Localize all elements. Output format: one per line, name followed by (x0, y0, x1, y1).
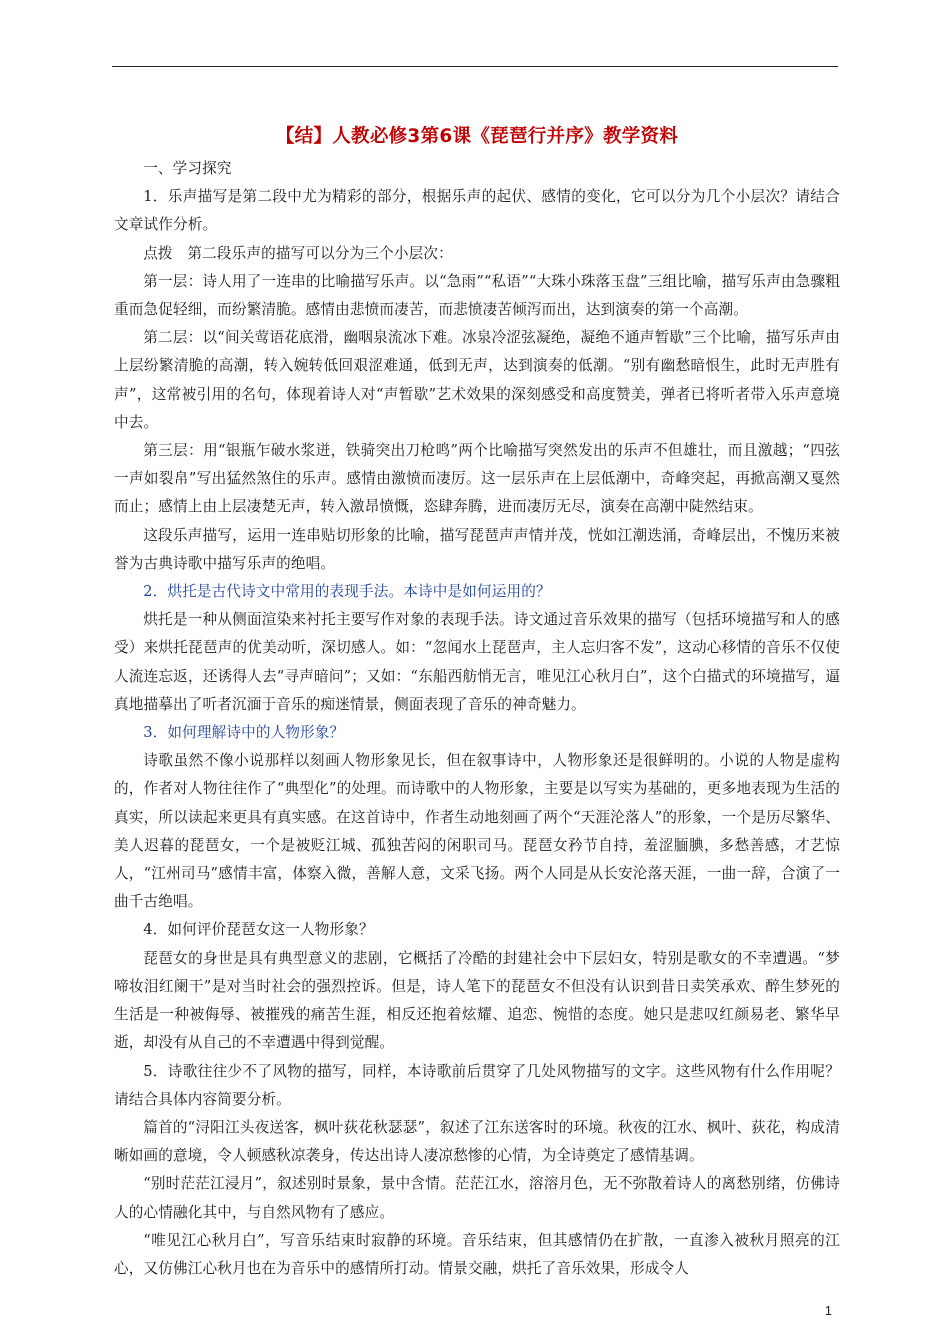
paragraph-q4: 4．如何评价琵琶女这一人物形象？ (143, 921, 374, 939)
document-title: 【结】人教必修3第6课《琵琶行并序》教学资料 (275, 126, 679, 147)
paragraph-list (114, 155, 840, 1283)
document-body (114, 122, 840, 1283)
paragraph-q3: 3．如何理解诗中的人物形象？ (143, 724, 345, 742)
paragraph-q1-layer3: 第三层：用“银瓶乍破水浆迸，铁骑突出刀枪鸣”两个比喻描写突然发出的乐声不但雄壮，而且激越；“四弦一声如裂帛”写出猛然煞住的乐声。感情由激愤而凄厉。这一层乐声在上层低潮中，奇峰突起，再掀高潮又戛然而止；感情上由上层凄楚无声，转入激昂愤慨，恣肆奔腾，进而凄厉无尽，演奏在高潮中陡然结束。 (114, 442, 840, 516)
paragraph-q5-answer-2: “别时茫茫江浸月”，叙述别时景象，景中含情。茫茫江水，溶溶月色，无不弥散着诗人的离愁别绪，仿佛诗人的心情融化其中，与自然风物有了感应。 (114, 1175, 840, 1221)
paragraph-q5-answer-3: “唯见江心秋月白”，写音乐结束时寂静的环境。音乐结束，但其感情仍在扩散，一直渗入被秋月照亮的江心，又仿佛江心秋月也在为音乐中的感情所打动。情景交融，烘托了音乐效果，形成令人 (114, 1231, 840, 1277)
paragraph-q1-layer1: 第一层：诗人用了一连串的比喻描写乐声。以“急雨”“私语”“大珠小珠落玉盘”三组比喻，描写乐声由急骤粗重而急促轻细，而纷繁清脆。感情由悲愤而凄苦，而悲愤凄苦倾泻而出，达到演奏的第一个高潮。 (114, 272, 840, 319)
page-number: 1 (824, 1303, 832, 1318)
paragraph-q2: 2．烘托是古代诗文中常用的表现手法。本诗中是如何运用的？ (143, 583, 551, 601)
paragraph-q3-answer: 诗歌虽然不像小说那样以刻画人物形象见长，但在叙事诗中，人物形象还是很鲜明的。小说的人物是虚构的，作者对人物往往作了“典型化”的处理。而诗歌中的人物形象，主要是以写实为基础的，更多地表现为生活的真实，所以读起来更具有真实感。在这首诗中，作者生动地刻画了两个“天涯沦落人”的形象，一个是历尽繁华、美人迟暮的琵琶女，一个是被贬江城、孤独苦闷的闲职司马。琵琶女矜节自持，羞涩腼腆，多愁善感，才艺惊人，“江州司马”感情丰富，体察入微，善解人意，文采飞扬。两个人同是从长安沦落天涯，一曲一辞，合演了一曲千古绝唱。 (114, 752, 840, 911)
paragraph-q1-layer2: 第二层：以“间关莺语花底滑，幽咽泉流冰下难。冰泉冷涩弦凝绝，凝绝不通声暂歇”三个比喻，描写乐声由上层纷繁清脆的高潮，转入婉转低回艰涩难通，低到无声，达到演奏的低潮。“别有幽愁暗恨生，此时无声胜有声”，这常被引用的名句，体现着诗人对“声暂歇”艺术效果的深刻感受和高度赞美，弹者已将听者带入乐声意境中去。 (114, 329, 840, 431)
paragraph-section-1: 一、学习探究 (143, 160, 232, 177)
paragraph-q1-summary: 这段乐声描写，运用一连串贴切形象的比喻，描写琵琶声声情并茂，恍如江潮迭涌，奇峰层出，不愧历来被誉为古典诗歌中描写乐声的绝唱。 (114, 526, 840, 572)
paragraph-q1-guide: 点拨 第二段乐声的描写可以分为三个小层次： (143, 244, 453, 262)
paragraph-q1: 1．乐声描写是第二段中尤为精彩的部分，根据乐声的起伏、感情的变化，它可以分为几个小层次？请结合文章试作分析。 (114, 188, 840, 234)
paragraph-q5: 5．诗歌往往少不了风物的描写，同样，本诗歌前后贯穿了几处风物描写的文字。这些风物有什么作用呢？请结合具体内容简要分析。 (114, 1062, 840, 1108)
paragraph-q2-answer: 烘托是一种从侧面渲染来衬托主要写作对象的表现手法。诗文通过音乐效果的描写（包括环境描写和人的感受）来烘托琵琶声的优美动听，深切感人。如：“忽闻水上琵琶声，主人忘归客不发”，这动心移情的音乐不仅使人流连忘返，还诱得人去“寻声暗问”；又如：“东船西舫悄无言，唯见江心秋月白”，这个白描式的环境描写，逼真地描摹出了听者沉湎于音乐的痴迷情景，侧面表现了音乐的神奇魅力。 (114, 611, 840, 713)
paragraph-q5-answer-1: 篇首的“浔阳江头夜送客，枫叶荻花秋瑟瑟”，叙述了江东送客时的环境。秋夜的江水、枫叶、荻花，构成清晰如画的意境，令人顿感秋凉袭身，传达出诗人凄凉愁惨的心情，为全诗奠定了感情基调。 (114, 1118, 840, 1165)
paragraph-q4-answer: 琵琶女的身世是具有典型意义的悲剧，它概括了冷酷的封建社会中下层妇女，特别是歌女的不幸遭遇。“梦啼妆泪红阑干”是对当时社会的强烈控诉。但是，诗人笔下的琵琶女不但没有认识到昔日卖笑承欢、醉生梦死的生活是一种被侮辱、被摧残的痛苦生涯，相反还抱着炫耀、追恋、惋惜的态度。她只是悲叹红颜易老、繁华早逝，却没有从自己的不幸遭遇中得到觉醒。 (114, 949, 840, 1052)
header-rule (112, 66, 838, 67)
